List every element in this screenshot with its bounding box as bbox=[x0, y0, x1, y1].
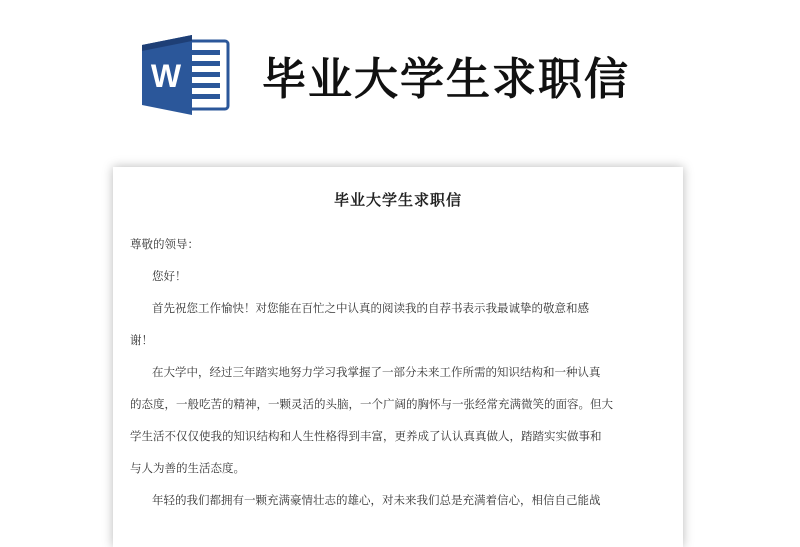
paragraph-line: 与人为善的生活态度。 bbox=[130, 461, 245, 475]
paragraph-line: 的态度，一般吃苦的精神，一颗灵活的头脑，一个广阔的胸怀与一张经常充满微笑的面容。但大 bbox=[130, 397, 613, 411]
document-body bbox=[130, 228, 660, 516]
paragraph-line: 年轻的我们都拥有一颗充满豪情壮志的雄心，对未来我们总是充满着信心，相信自己能战 bbox=[152, 493, 601, 507]
header-banner bbox=[0, 0, 800, 150]
greeting: 您好！ bbox=[152, 269, 187, 283]
document-title: 毕业大学生求职信 bbox=[333, 191, 462, 209]
salutation: 尊敬的领导： bbox=[130, 237, 199, 251]
header-title: 毕业大学生求职信 bbox=[262, 54, 630, 105]
word-logo-letter: W bbox=[150, 58, 182, 94]
paragraph-line: 学生活不仅仅使我的知识结构和人生性格得到丰富，更养成了认认真真做人，踏踏实实做事和 bbox=[130, 429, 602, 443]
document-page bbox=[113, 167, 683, 547]
paragraph-line: 首先祝您工作愉快！对您能在百忙之中认真的阅读我的自荐书表示我最诚挚的敬意和感 bbox=[152, 301, 589, 315]
paragraph-line: 谢！ bbox=[130, 333, 153, 347]
word-icon bbox=[142, 33, 232, 117]
paragraph-line: 在大学中，经过三年踏实地努力学习我掌握了一部分未来工作所需的知识结构和一种认真 bbox=[152, 365, 601, 379]
